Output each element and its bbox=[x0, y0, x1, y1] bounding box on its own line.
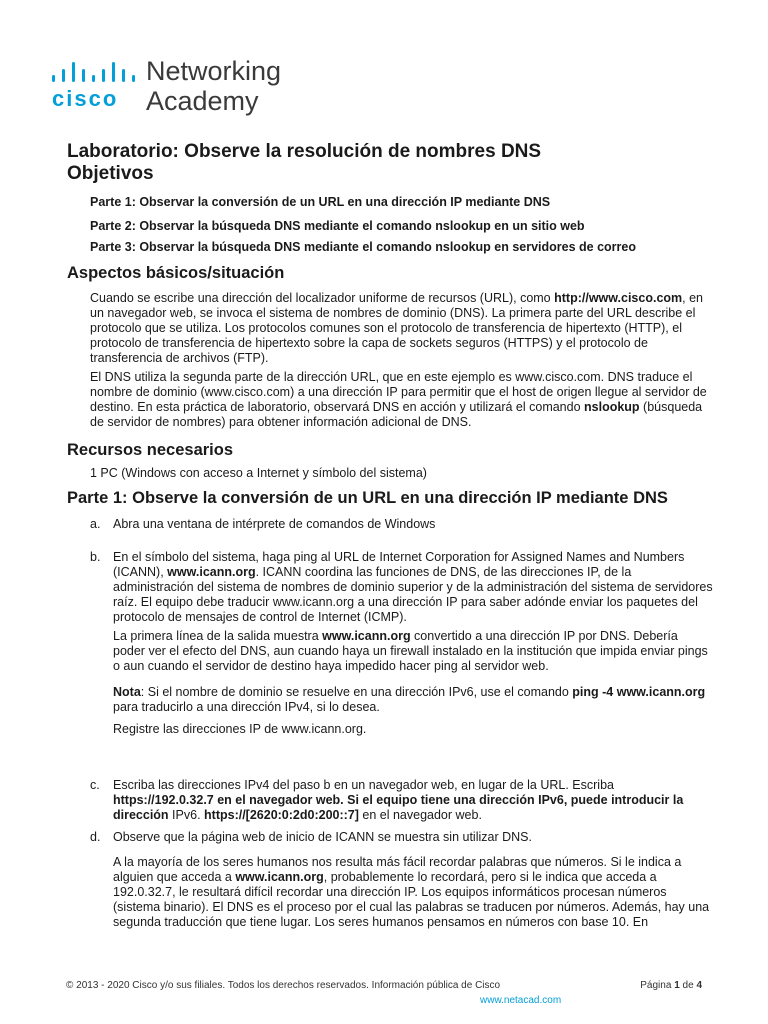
cisco-networking-academy-logo bbox=[50, 56, 310, 116]
text-segment: (búsqueda de servidor de nombres) para obtener información adicional de DNS. bbox=[90, 400, 703, 429]
cisco-wordmark: cisco bbox=[52, 86, 119, 111]
text-segment: convertido a una dirección IP por DNS. Debería poder ver el efecto del DNS, aun cuando haya un firewall instalado en la institución que impida enviar pings o aun cuando el servidor de destino haya impedido hacer ping al servidor web. bbox=[113, 629, 708, 673]
step-b-paragraph-1 bbox=[113, 550, 713, 625]
ipv4-url-text: https://192.0.32.7 en el navegador web. Si el equipo tiene una dirección IPv6, puede introducir la dirección bbox=[113, 793, 684, 822]
ipv6-url-text: https://[2620:0:2d0:200::7] bbox=[204, 808, 359, 822]
total-pages: 4 bbox=[696, 980, 702, 991]
step-b-paragraph-4: Registre las direcciones IP de www.icann.org. bbox=[113, 722, 367, 736]
step-d-paragraph-2 bbox=[113, 855, 713, 930]
page-label: Página bbox=[640, 980, 672, 991]
logo-academy-text: Academy bbox=[146, 86, 259, 116]
step-d-letter: d. bbox=[90, 830, 101, 844]
text-segment: , en un navegador web, se invoca el sistema de nombres de dominio (DNS). La primera parte del URL describe el protocolo que se utiliza. Los protocolos comunes son el protocolo de transferencia de hipertexto (HTTP), el protocolo de transferencia de hipertexto sobre la capa de sockets seguros (HTTPS) y el protocolo de transferencia de archivos (FTP). bbox=[90, 291, 704, 365]
current-page: 1 bbox=[674, 980, 680, 991]
step-a-letter: a. bbox=[90, 517, 101, 531]
background-paragraph-1 bbox=[90, 291, 710, 366]
note-label: Nota bbox=[113, 685, 141, 699]
text-segment: IPv6. bbox=[168, 808, 205, 822]
text-segment: El DNS utiliza la segunda parte de la dirección URL, que en este ejemplo es www.cisco.com. DNS traduce el nombre de dominio (www.cisco.com) a una dirección IP para permitir que el host de origen llegue al servidor de destino. En esta práctica de laboratorio, observará DNS en acción y utilizará el comando bbox=[90, 370, 707, 414]
icann-url-text: www.icann.org bbox=[167, 565, 256, 579]
text-segment: para traducirlo a una dirección IPv4, si lo desea. bbox=[113, 700, 380, 714]
icann-url-text: www.icann.org bbox=[235, 870, 324, 884]
resources-item: 1 PC (Windows con acceso a Internet y símbolo del sistema) bbox=[90, 466, 427, 480]
objective-part-1: Parte 1: Observar la conversión de un URL en una dirección IP mediante DNS bbox=[90, 195, 551, 209]
text-segment: En el símbolo del sistema, haga ping al URL de Internet Corporation for Assigned Names and Numbers (ICANN), bbox=[113, 550, 685, 579]
text-segment: . ICANN coordina las funciones de DNS, de las direcciones IP, de la administración del sistema de nombres de dominio superior y de la administración del sistema de servidores raíz. El equipo debe traducir www.icann.org a una dirección IP para saber adónde enviar los paquetes del protocolo de mensajes de control de Internet (ICMP). bbox=[113, 565, 713, 624]
part1-heading: Parte 1: Observe la conversión de un URL en una dirección IP mediante DNS bbox=[67, 489, 668, 507]
netacad-link[interactable]: www.netacad.com bbox=[480, 995, 562, 1006]
text-segment: : Si el nombre de dominio se resuelve en una dirección IPv6, use el comando bbox=[140, 685, 573, 699]
step-a-text: Abra una ventana de intérprete de comandos de Windows bbox=[113, 517, 436, 531]
objective-part-2: Parte 2: Observar la búsqueda DNS mediante el comando nslookup en un sitio web bbox=[90, 219, 585, 233]
nslookup-command-text: nslookup bbox=[584, 400, 640, 414]
step-b-letter: b. bbox=[90, 550, 101, 564]
resources-heading: Recursos necesarios bbox=[67, 441, 234, 459]
text-segment: , probablemente lo recordará, pero si le indica que acceda a 192.0.32.7, le resultará difícil recordar una dirección IP. Los equipos informáticos procesan números (sistema binario). El DNS es el proceso por el cual las palabras se traducen por números. Además, hay una segunda traducción que tiene lugar. Los seres humanos pensamos en números con base 10. En bbox=[113, 870, 710, 929]
text-segment: en el navegador web. bbox=[358, 808, 482, 822]
background-heading: Aspectos básicos/situación bbox=[67, 264, 285, 282]
step-b-note bbox=[113, 685, 713, 715]
page-title: Laboratorio: Observe la resolución de nombres DNS bbox=[67, 141, 542, 162]
footer-copyright: © 2013 - 2020 Cisco y/o sus filiales. Todos los derechos reservados. Información pública de Cisco bbox=[66, 980, 501, 991]
cisco-url-text: http://www.cisco.com bbox=[554, 291, 683, 305]
text-segment: La primera línea de la salida muestra bbox=[113, 629, 323, 643]
text-segment: Escriba las direcciones IPv4 del paso b en un navegador web, en lugar de la URL. Escriba bbox=[113, 778, 614, 792]
ping-command-text: ping -4 www.icann.org bbox=[572, 685, 706, 699]
logo-networking-text: Networking bbox=[146, 56, 282, 86]
icann-url-text: www.icann.org bbox=[322, 629, 411, 643]
step-c-letter: c. bbox=[90, 778, 100, 792]
footer-page-number bbox=[640, 980, 702, 991]
step-b-paragraph-2 bbox=[113, 629, 713, 674]
text-segment: Cuando se escribe una dirección del localizador uniforme de recursos (URL), como bbox=[90, 291, 555, 305]
step-d-text: Observe que la página web de inicio de ICANN se muestra sin utilizar DNS. bbox=[113, 830, 532, 844]
text-segment: A la mayoría de los seres humanos nos resulta más fácil recordar palabras que números. Si le indica a alguien que acceda a bbox=[113, 855, 682, 884]
objective-part-3: Parte 3: Observar la búsqueda DNS mediante el comando nslookup en servidores de correo bbox=[90, 240, 637, 254]
page-of-label: de bbox=[682, 980, 694, 991]
objectives-heading: Objetivos bbox=[67, 163, 154, 184]
background-paragraph-2 bbox=[90, 370, 710, 430]
step-c-text bbox=[113, 778, 713, 823]
cisco-bars-icon bbox=[50, 62, 140, 84]
